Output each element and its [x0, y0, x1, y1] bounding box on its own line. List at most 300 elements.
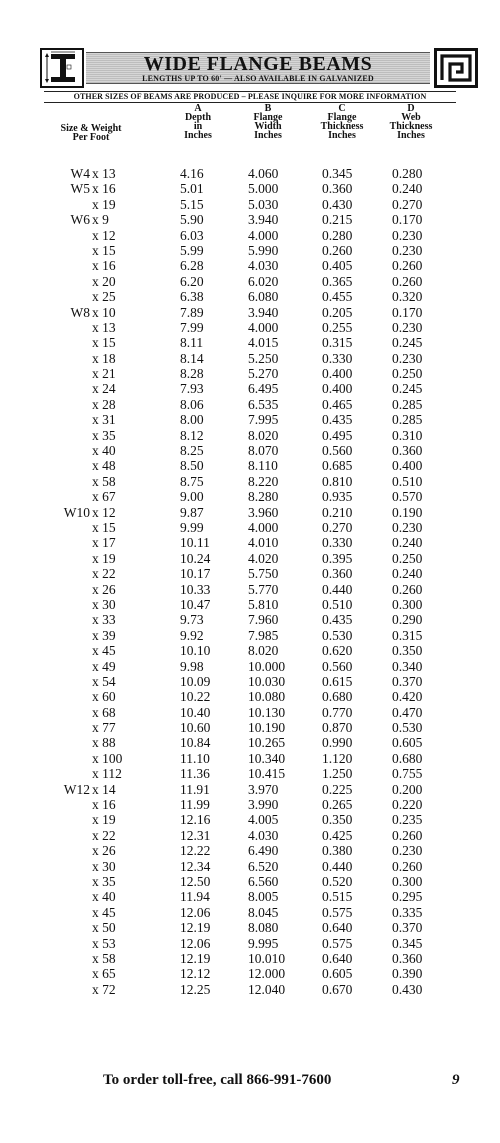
table-row	[0, 720, 500, 735]
row-series: W5	[70, 181, 90, 197]
row-depth: 12.12	[180, 966, 211, 982]
table-row	[0, 812, 500, 827]
row-flange-thickness: 0.515	[322, 889, 353, 905]
row-weight: x 53	[92, 935, 116, 951]
row-depth: 7.93	[180, 381, 204, 397]
row-web-thickness: 0.350	[392, 643, 423, 659]
row-series: W4	[70, 166, 90, 181]
row-web-thickness: 0.290	[392, 612, 423, 628]
table-row	[0, 951, 500, 966]
table-row	[0, 397, 500, 412]
table-row	[0, 228, 500, 243]
row-flange-width: 6.560	[248, 873, 279, 889]
row-flange-thickness: 0.935	[322, 489, 353, 505]
row-flange-width: 6.520	[248, 858, 279, 874]
row-flange-width: 12.040	[248, 981, 286, 997]
row-flange-thickness: 0.350	[322, 812, 353, 828]
table-row	[0, 843, 500, 858]
row-depth: 12.34	[180, 858, 211, 874]
row-web-thickness: 0.230	[392, 350, 423, 366]
row-depth: 5.99	[180, 242, 204, 258]
row-depth: 12.22	[180, 843, 211, 859]
row-web-thickness: 0.570	[392, 489, 423, 505]
row-depth: 9.99	[180, 519, 204, 535]
row-web-thickness: 0.200	[392, 781, 423, 797]
row-web-thickness: 0.220	[392, 797, 423, 813]
table-row	[0, 335, 500, 350]
table-row	[0, 428, 500, 443]
row-flange-thickness: 0.810	[322, 473, 353, 489]
row-weight: x 13	[92, 166, 116, 181]
row-weight: x 24	[92, 381, 116, 397]
row-weight: x 15	[92, 519, 116, 535]
row-depth: 4.16	[180, 166, 204, 181]
table-row	[0, 674, 500, 689]
row-flange-thickness: 0.620	[322, 643, 353, 659]
row-web-thickness: 0.240	[392, 535, 423, 551]
row-depth: 9.87	[180, 504, 204, 520]
row-web-thickness: 0.530	[392, 720, 423, 736]
page-title: WIDE FLANGE BEAMS	[143, 53, 373, 75]
header-web-thickness: D Web Thickness Inches	[389, 103, 433, 141]
row-weight: x 60	[92, 689, 116, 705]
row-flange-width: 3.940	[248, 212, 279, 228]
table-row	[0, 381, 500, 396]
table-row	[0, 366, 500, 381]
row-flange-thickness: 0.360	[322, 181, 353, 197]
row-flange-thickness: 0.440	[322, 858, 353, 874]
row-flange-width: 4.000	[248, 319, 279, 335]
table-row	[0, 905, 500, 920]
table-row	[0, 489, 500, 504]
table-row	[0, 458, 500, 473]
row-flange-width: 7.960	[248, 612, 279, 628]
row-flange-width: 7.995	[248, 412, 279, 428]
row-weight: x 19	[92, 550, 116, 566]
row-flange-width: 8.110	[248, 458, 278, 474]
row-flange-thickness: 0.330	[322, 535, 353, 551]
row-flange-thickness: 0.225	[322, 781, 353, 797]
row-depth: 10.09	[180, 673, 211, 689]
row-web-thickness: 0.240	[392, 181, 423, 197]
row-web-thickness: 0.235	[392, 812, 423, 828]
row-web-thickness: 0.230	[392, 227, 423, 243]
row-flange-thickness: 0.575	[322, 904, 353, 920]
title-banner	[40, 48, 478, 90]
table-row	[0, 920, 500, 935]
table-row	[0, 659, 500, 674]
row-depth: 7.99	[180, 319, 204, 335]
row-web-thickness: 0.680	[392, 750, 423, 766]
row-depth: 12.19	[180, 950, 211, 966]
table-row	[0, 735, 500, 750]
table-row	[0, 505, 500, 520]
table-row	[0, 289, 500, 304]
row-web-thickness: 0.390	[392, 966, 423, 982]
row-flange-thickness: 0.560	[322, 443, 353, 459]
beam-cross-section-icon	[40, 48, 84, 88]
table-row	[0, 305, 500, 320]
row-depth: 6.28	[180, 258, 204, 274]
row-depth: 8.14	[180, 350, 204, 366]
row-web-thickness: 0.230	[392, 242, 423, 258]
row-weight: x 30	[92, 858, 116, 874]
table-row	[0, 551, 500, 566]
table-row	[0, 412, 500, 427]
row-flange-width: 3.970	[248, 781, 279, 797]
row-flange-thickness: 1.250	[322, 766, 353, 782]
row-flange-width: 6.495	[248, 381, 279, 397]
row-depth: 8.06	[180, 396, 204, 412]
row-series: W8	[70, 304, 90, 320]
row-flange-width: 8.220	[248, 473, 279, 489]
row-flange-width: 7.985	[248, 627, 279, 643]
row-flange-thickness: 0.205	[322, 304, 353, 320]
row-flange-width: 9.995	[248, 935, 279, 951]
row-weight: x 16	[92, 797, 116, 813]
table-row	[0, 705, 500, 720]
row-flange-thickness: 0.330	[322, 350, 353, 366]
table-row	[0, 166, 500, 181]
row-weight: x 68	[92, 704, 116, 720]
table-row	[0, 597, 500, 612]
row-web-thickness: 0.360	[392, 950, 423, 966]
row-weight: x 35	[92, 873, 116, 889]
row-web-thickness: 0.320	[392, 289, 423, 305]
row-flange-thickness: 0.345	[322, 166, 353, 181]
row-depth: 10.22	[180, 689, 211, 705]
row-weight: x 31	[92, 412, 116, 428]
row-flange-thickness: 0.270	[322, 519, 353, 535]
row-series: W6	[70, 212, 90, 228]
row-weight: x 88	[92, 735, 116, 751]
row-web-thickness: 0.315	[392, 627, 423, 643]
row-flange-width: 5.030	[248, 196, 279, 212]
table-row	[0, 243, 500, 258]
row-flange-thickness: 0.770	[322, 704, 353, 720]
row-web-thickness: 0.300	[392, 596, 423, 612]
row-flange-width: 12.000	[248, 966, 286, 982]
row-weight: x 50	[92, 920, 116, 936]
row-flange-width: 10.340	[248, 750, 286, 766]
row-web-thickness: 0.245	[392, 381, 423, 397]
row-web-thickness: 0.245	[392, 335, 423, 351]
table-row	[0, 751, 500, 766]
row-weight: x 14	[92, 781, 116, 797]
table-row	[0, 535, 500, 550]
row-flange-width: 4.010	[248, 535, 279, 551]
row-depth: 6.03	[180, 227, 204, 243]
row-weight: x 9	[92, 212, 109, 228]
row-flange-thickness: 0.530	[322, 627, 353, 643]
row-flange-thickness: 0.640	[322, 950, 353, 966]
row-flange-thickness: 1.120	[322, 750, 353, 766]
row-web-thickness: 0.260	[392, 258, 423, 274]
row-flange-width: 10.030	[248, 673, 286, 689]
row-web-thickness: 0.430	[392, 981, 423, 997]
row-depth: 6.20	[180, 273, 204, 289]
row-weight: x 58	[92, 473, 116, 489]
row-web-thickness: 0.170	[392, 304, 423, 320]
row-depth: 8.12	[180, 427, 204, 443]
row-weight: x 20	[92, 273, 116, 289]
row-flange-width: 3.990	[248, 797, 279, 813]
order-phone-text: To order toll-free, call 866-991-7600	[103, 1072, 332, 1088]
row-weight: x 100	[92, 750, 123, 766]
table-row	[0, 181, 500, 196]
row-flange-thickness: 0.520	[322, 873, 353, 889]
row-flange-thickness: 0.265	[322, 797, 353, 813]
row-depth: 6.38	[180, 289, 204, 305]
row-depth: 9.73	[180, 612, 204, 628]
row-weight: x 112	[92, 766, 122, 782]
row-web-thickness: 0.250	[392, 550, 423, 566]
row-flange-thickness: 0.435	[322, 612, 353, 628]
row-depth: 8.00	[180, 412, 204, 428]
table-row	[0, 689, 500, 704]
table-row	[0, 212, 500, 227]
row-flange-thickness: 0.465	[322, 396, 353, 412]
row-flange-thickness: 0.990	[322, 735, 353, 751]
row-web-thickness: 0.230	[392, 843, 423, 859]
table-row	[0, 859, 500, 874]
row-series: W10	[63, 504, 90, 520]
row-weight: x 26	[92, 581, 116, 597]
row-weight: x 77	[92, 720, 116, 736]
row-web-thickness: 0.345	[392, 935, 423, 951]
row-flange-width: 5.270	[248, 366, 279, 382]
row-flange-thickness: 0.560	[322, 658, 353, 674]
row-web-thickness: 0.370	[392, 920, 423, 936]
row-flange-width: 5.770	[248, 581, 279, 597]
row-flange-width: 5.750	[248, 566, 279, 582]
row-depth: 5.90	[180, 212, 204, 228]
column-headers	[0, 104, 500, 149]
row-flange-width: 6.490	[248, 843, 279, 859]
row-flange-width: 10.265	[248, 735, 286, 751]
row-flange-thickness: 0.280	[322, 227, 353, 243]
row-depth: 10.84	[180, 735, 211, 751]
row-flange-width: 10.415	[248, 766, 286, 782]
row-web-thickness: 0.240	[392, 566, 423, 582]
row-web-thickness: 0.285	[392, 396, 423, 412]
table-row	[0, 520, 500, 535]
row-flange-thickness: 0.360	[322, 566, 353, 582]
row-flange-thickness: 0.455	[322, 289, 353, 305]
table-row	[0, 766, 500, 781]
row-web-thickness: 0.230	[392, 319, 423, 335]
row-web-thickness: 0.335	[392, 904, 423, 920]
row-depth: 11.10	[180, 750, 210, 766]
row-flange-thickness: 0.400	[322, 366, 353, 382]
header-flange-thickness: C Flange Thickness Inches	[320, 103, 364, 141]
table-row	[0, 258, 500, 273]
row-weight: x 49	[92, 658, 116, 674]
title-bar	[86, 52, 430, 84]
row-depth: 12.19	[180, 920, 211, 936]
row-flange-thickness: 0.255	[322, 319, 353, 335]
table-row	[0, 828, 500, 843]
row-flange-width: 6.080	[248, 289, 279, 305]
row-weight: x 30	[92, 596, 116, 612]
table-row	[0, 474, 500, 489]
row-weight: x 40	[92, 443, 116, 459]
row-depth: 5.01	[180, 181, 204, 197]
other-sizes-note: OTHER SIZES OF BEAMS ARE PRODUCED – PLEASE INQUIRE FOR MORE INFORMATION	[44, 91, 456, 103]
beam-table	[0, 166, 500, 997]
row-weight: x 48	[92, 458, 116, 474]
row-depth: 9.92	[180, 627, 204, 643]
row-flange-width: 10.010	[248, 950, 286, 966]
row-flange-width: 8.020	[248, 427, 279, 443]
row-flange-thickness: 0.365	[322, 273, 353, 289]
row-weight: x 40	[92, 889, 116, 905]
row-web-thickness: 0.260	[392, 273, 423, 289]
row-weight: x 16	[92, 181, 116, 197]
row-flange-width: 8.280	[248, 489, 279, 505]
row-flange-width: 10.190	[248, 720, 286, 736]
header-depth: A Depth in Inches	[184, 103, 212, 141]
row-depth: 9.00	[180, 489, 204, 505]
row-web-thickness: 0.755	[392, 766, 423, 782]
row-weight: x 39	[92, 627, 116, 643]
row-weight: x 19	[92, 196, 116, 212]
table-row	[0, 982, 500, 997]
row-web-thickness: 0.190	[392, 504, 423, 520]
row-depth: 10.47	[180, 596, 211, 612]
row-flange-width: 6.535	[248, 396, 279, 412]
row-web-thickness: 0.295	[392, 889, 423, 905]
row-depth: 9.98	[180, 658, 204, 674]
row-flange-thickness: 0.670	[322, 981, 353, 997]
row-flange-width: 8.005	[248, 889, 279, 905]
row-weight: x 15	[92, 242, 116, 258]
table-row	[0, 443, 500, 458]
row-flange-thickness: 0.260	[322, 242, 353, 258]
row-flange-thickness: 0.430	[322, 196, 353, 212]
row-flange-width: 5.990	[248, 242, 279, 258]
row-flange-width: 5.250	[248, 350, 279, 366]
row-flange-width: 8.045	[248, 904, 279, 920]
row-flange-thickness: 0.395	[322, 550, 353, 566]
table-row	[0, 936, 500, 951]
table-row	[0, 889, 500, 904]
table-row	[0, 643, 500, 658]
row-flange-thickness: 0.435	[322, 412, 353, 428]
row-depth: 10.10	[180, 643, 211, 659]
row-flange-thickness: 0.315	[322, 335, 353, 351]
row-weight: x 26	[92, 843, 116, 859]
row-flange-thickness: 0.685	[322, 458, 353, 474]
row-depth: 10.11	[180, 535, 210, 551]
row-depth: 12.06	[180, 935, 211, 951]
row-depth: 10.24	[180, 550, 211, 566]
row-weight: x 54	[92, 673, 116, 689]
footer	[0, 1072, 500, 1092]
row-web-thickness: 0.300	[392, 873, 423, 889]
row-weight: x 17	[92, 535, 116, 551]
row-depth: 5.15	[180, 196, 204, 212]
row-depth: 8.11	[180, 335, 204, 351]
table-row	[0, 966, 500, 981]
header-size-weight: Size & Weight Per Foot	[60, 123, 122, 143]
row-flange-width: 6.020	[248, 273, 279, 289]
row-flange-thickness: 0.380	[322, 843, 353, 859]
row-flange-thickness: 0.215	[322, 212, 353, 228]
row-flange-width: 5.810	[248, 596, 279, 612]
row-web-thickness: 0.170	[392, 212, 423, 228]
row-weight: x 10	[92, 304, 116, 320]
table-row	[0, 628, 500, 643]
row-weight: x 25	[92, 289, 116, 305]
row-weight: x 67	[92, 489, 116, 505]
row-flange-thickness: 0.510	[322, 596, 353, 612]
row-weight: x 13	[92, 319, 116, 335]
row-flange-thickness: 0.640	[322, 920, 353, 936]
row-web-thickness: 0.260	[392, 827, 423, 843]
row-web-thickness: 0.280	[392, 166, 423, 181]
header-flange-width: B Flange Width Inches	[253, 103, 283, 141]
row-weight: x 22	[92, 827, 116, 843]
row-flange-width: 8.080	[248, 920, 279, 936]
row-depth: 7.89	[180, 304, 204, 320]
row-flange-width: 4.020	[248, 550, 279, 566]
row-weight: x 21	[92, 366, 116, 382]
table-row	[0, 351, 500, 366]
row-web-thickness: 0.400	[392, 458, 423, 474]
row-web-thickness: 0.230	[392, 519, 423, 535]
row-weight: x 45	[92, 643, 116, 659]
row-flange-width: 8.020	[248, 643, 279, 659]
row-web-thickness: 0.420	[392, 689, 423, 705]
table-row	[0, 782, 500, 797]
row-web-thickness: 0.270	[392, 196, 423, 212]
row-depth: 8.28	[180, 366, 204, 382]
row-depth: 10.17	[180, 566, 211, 582]
row-depth: 12.50	[180, 873, 211, 889]
row-flange-width: 4.000	[248, 227, 279, 243]
row-flange-thickness: 0.405	[322, 258, 353, 274]
row-weight: x 33	[92, 612, 116, 628]
row-flange-width: 10.000	[248, 658, 286, 674]
row-depth: 11.91	[180, 781, 210, 797]
row-depth: 11.36	[180, 766, 210, 782]
row-depth: 10.40	[180, 704, 211, 720]
row-depth: 12.06	[180, 904, 211, 920]
table-row	[0, 320, 500, 335]
row-flange-width: 8.070	[248, 443, 279, 459]
row-flange-width: 4.015	[248, 335, 279, 351]
row-depth: 10.33	[180, 581, 211, 597]
row-weight: x 22	[92, 566, 116, 582]
row-flange-thickness: 0.870	[322, 720, 353, 736]
greek-key-logo-icon	[434, 48, 478, 88]
row-flange-width: 3.960	[248, 504, 279, 520]
row-web-thickness: 0.310	[392, 427, 423, 443]
row-flange-width: 4.000	[248, 519, 279, 535]
row-web-thickness: 0.340	[392, 658, 423, 674]
row-weight: x 28	[92, 396, 116, 412]
row-depth: 12.16	[180, 812, 211, 828]
row-depth: 12.25	[180, 981, 211, 997]
row-depth: 11.94	[180, 889, 210, 905]
row-weight: x 12	[92, 504, 116, 520]
table-row	[0, 612, 500, 627]
row-flange-width: 10.130	[248, 704, 286, 720]
row-weight: x 16	[92, 258, 116, 274]
row-flange-thickness: 0.605	[322, 966, 353, 982]
row-weight: x 72	[92, 981, 116, 997]
